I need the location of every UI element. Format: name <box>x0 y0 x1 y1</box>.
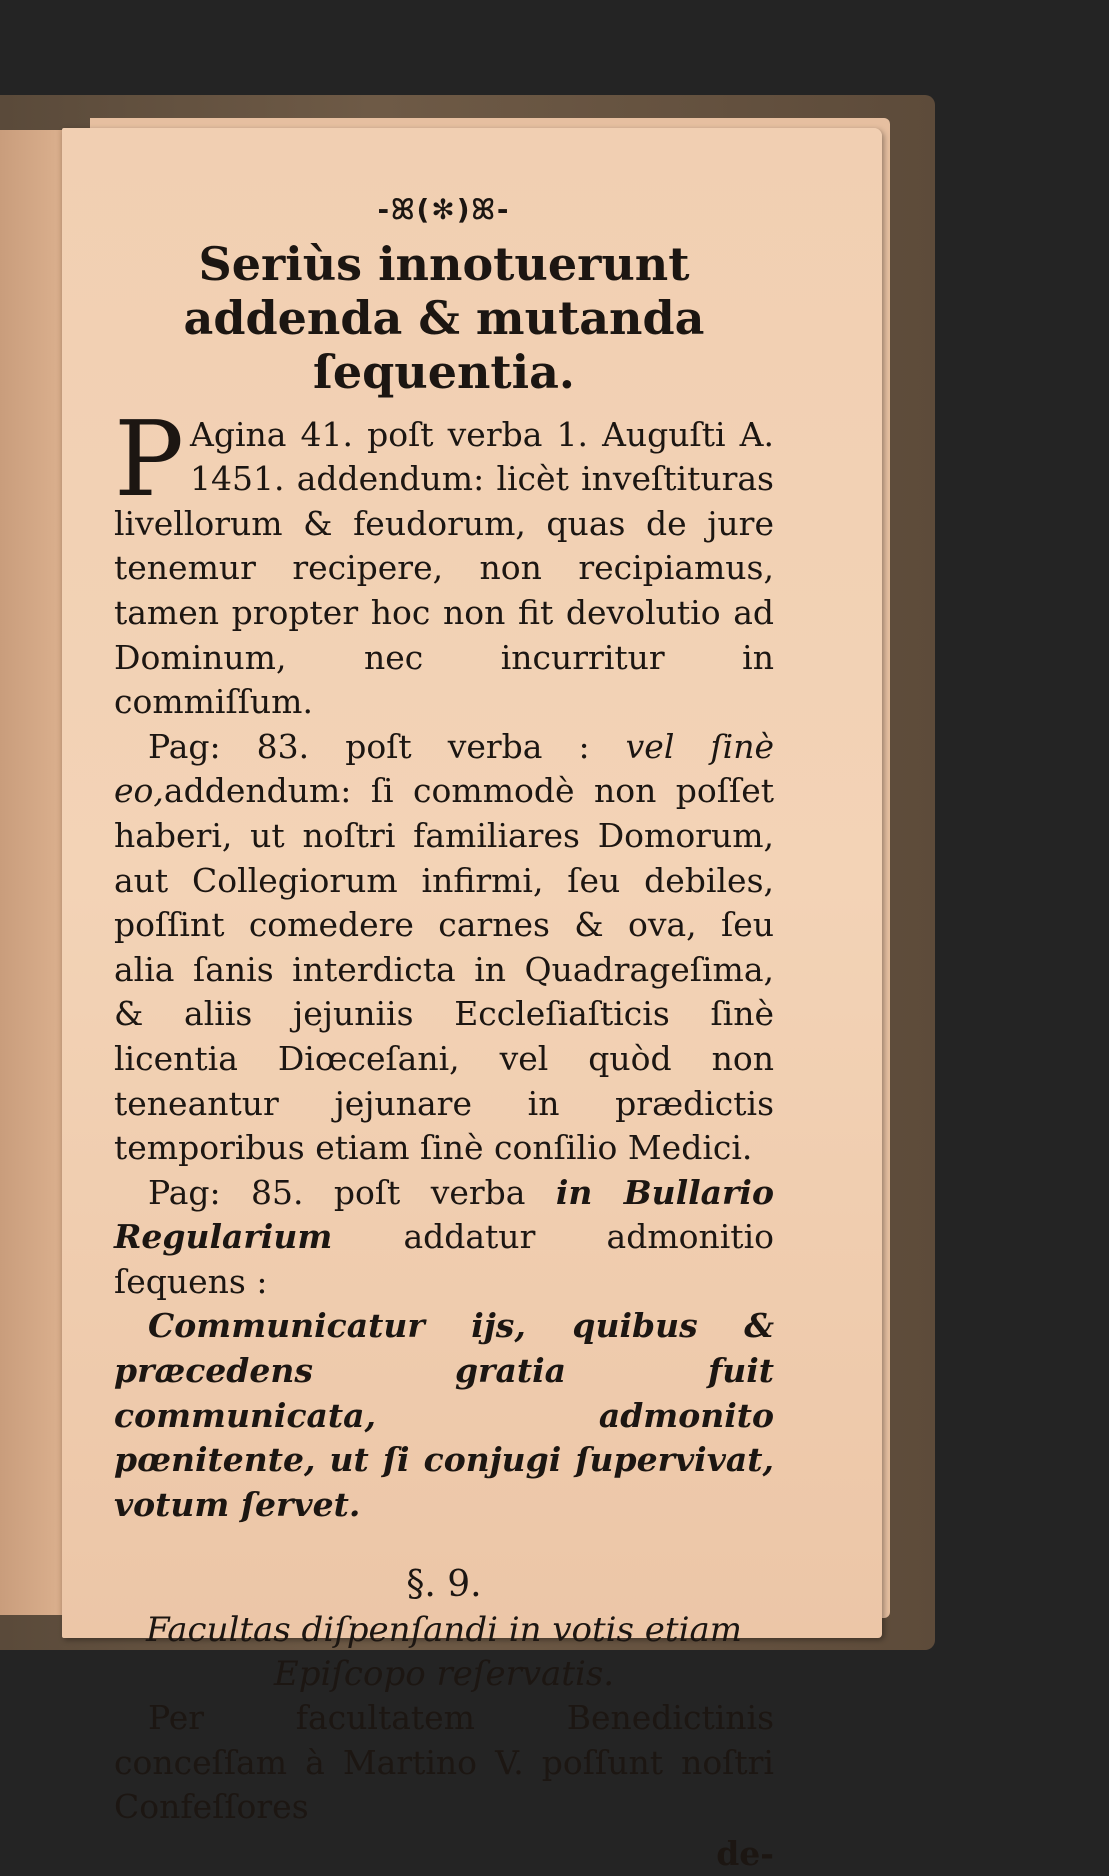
book-page <box>62 128 882 1873</box>
paragraph-3-rest: addatur admonitio ſequens : <box>114 1217 774 1301</box>
page-heading: Seriùs innotuerunt addenda & mutanda ſequentia. <box>183 236 705 399</box>
paragraph-3-italic: in Bullario Regularium <box>114 1172 774 1257</box>
catchword: de- <box>716 1833 774 1873</box>
section-number: §. 9. <box>406 1564 482 1606</box>
quoted-admonition: Communicatur ijs, quibus & præcedens gratia fuit communicata, admonito pœnitente, ut ſi conjugi ſupervivat, votum ſervet. <box>114 1306 774 1524</box>
paragraph-4: Per facultatem Benedictinis conceſſam à Martino V. poſſunt noſtri Confeſſores <box>114 1698 774 1827</box>
paragraph-3 <box>114 1171 774 1305</box>
paragraph-2-italic: vel ſinè eo, <box>114 726 774 811</box>
header-ornament: -ꕤ(✻)ꕤ- <box>377 193 511 226</box>
section-title: Facultas diſpenſandi in votis etiam Epiſcopo reſervatis. <box>146 1610 742 1695</box>
drop-cap: P <box>114 397 184 520</box>
page-text <box>114 188 774 1876</box>
paragraph-1-text: Agina 41. poſt verba 1. Auguſti A. 1451. addendum: licèt inveſtituras livellorum & feudorum, quas de jure tenemur recipere, non recipiamus, tamen propter hoc non fit devolutio ad Dominum, nec incurritur in commiſſum. <box>114 414 774 722</box>
paragraph-1 <box>114 397 774 725</box>
paragraph-3-lead: Pag: 85. poſt verba <box>148 1172 526 1212</box>
paragraph-2 <box>114 725 774 1171</box>
paragraph-2-lead: Pag: 83. poſt verba : <box>148 726 590 766</box>
paragraph-2-rest: addendum: ſi commodè non poſſet haberi, ut noſtri familiares Domorum, aut Collegiorum infirmi, ſeu debiles, poſſint comedere carnes & ova, ſeu alia ſanis interdicta in Quadrageſima, & aliis jejuniis Eccleſiaſticis ſinè licentia Diœceſani, vel quòd non teneantur jejunare in prædictis temporibus etiam ſinè conſilio Medici. <box>114 771 774 1168</box>
